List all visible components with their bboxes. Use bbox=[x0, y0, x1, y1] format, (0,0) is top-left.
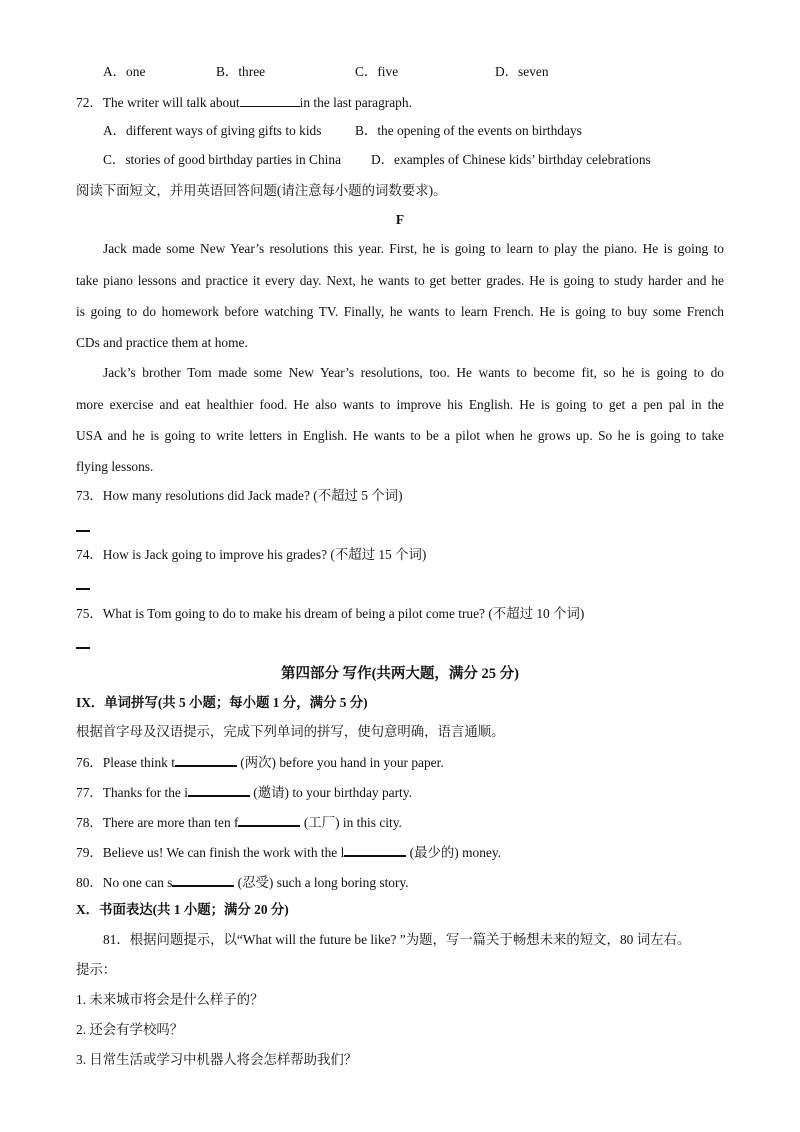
spelling-text-after: (工厂) in this city. bbox=[300, 815, 402, 830]
tip-3: 3. 日常生活或学习中机器人将会怎样帮助我们？ bbox=[76, 1052, 358, 1067]
answer-blank bbox=[175, 752, 237, 767]
spelling-item-79 bbox=[76, 842, 501, 862]
spelling-item-80 bbox=[76, 872, 409, 892]
answer-blank bbox=[172, 872, 234, 887]
tip-2: 2. 还会有学校吗？ bbox=[76, 1022, 184, 1037]
question-81: 81．根据问题提示，以“What will the future be like? ”为题，写一篇关于畅想未来的短文，80 词左右。 bbox=[103, 932, 691, 947]
q72-option-b: B．the opening of the events on birthdays bbox=[355, 123, 582, 138]
section-f-instruction: 阅读下面短文，并用英语回答问题(请注意每小题的词数要求)。 bbox=[76, 183, 447, 198]
passage-p1-line2: take piano lessons and practice it every day. Next, he wants to get better grades. He is going to study harder and he bbox=[76, 273, 724, 288]
q71-option-d: D．seven bbox=[495, 64, 549, 79]
passage-p1-line1: Jack made some New Year’s resolutions this year. First, he is going to learn to play the piano. He is going to bbox=[103, 241, 724, 256]
passage-p2-line1: Jack’s brother Tom made some New Year’s resolutions, too. He wants to become fit, so he is going to do bbox=[103, 365, 724, 380]
passage-p1-line3: is going to do homework before watching TV. Finally, he wants to learn French. He is going to buy some French bbox=[76, 304, 724, 319]
answer-line-74 bbox=[76, 588, 90, 590]
spelling-text-before: 78．There are more than ten f bbox=[76, 815, 239, 830]
answer-blank bbox=[188, 782, 250, 797]
question-73: 73．How many resolutions did Jack made? (不超过 5 个词) bbox=[76, 488, 403, 503]
section-9-title: IX．单词拼写(共 5 小题；每小题 1 分，满分 5 分) bbox=[76, 695, 368, 710]
spelling-text-before: 77．Thanks for the i bbox=[76, 785, 188, 800]
spelling-text-before: 79．Believe us! We can finish the work with the l bbox=[76, 845, 345, 860]
passage-p2-line4: flying lessons. bbox=[76, 459, 154, 474]
spelling-text-before: 76．Please think t bbox=[76, 755, 175, 770]
q72-stem-after: in the last paragraph. bbox=[299, 95, 412, 110]
question-75: 75．What is Tom going to do to make his dream of being a pilot come true? (不超过 10 个词) bbox=[76, 606, 585, 621]
spelling-text-after: (两次) before you hand in your paper. bbox=[236, 755, 444, 770]
answer-line-75 bbox=[76, 647, 90, 649]
answer-line-73 bbox=[76, 530, 90, 532]
tip-1: 1. 未来城市将会是什么样子的？ bbox=[76, 992, 264, 1007]
q72-stem bbox=[76, 93, 412, 112]
q71-option-a: A．one bbox=[103, 64, 146, 79]
spelling-text-after: (最少的) money. bbox=[406, 845, 502, 860]
answer-blank bbox=[238, 812, 300, 827]
question-74: 74．How is Jack going to improve his grades? (不超过 15 个词) bbox=[76, 547, 427, 562]
spelling-item-77 bbox=[76, 782, 412, 802]
q72-option-c: C．stories of good birthday parties in China bbox=[103, 152, 342, 167]
section-f-title: F bbox=[395, 212, 405, 227]
q71-option-b: B．three bbox=[216, 64, 266, 79]
q71-option-c: C．five bbox=[355, 64, 399, 79]
spelling-text-after: (邀请) to your birthday party. bbox=[249, 785, 412, 800]
spelling-text-before: 80．No one can s bbox=[76, 875, 173, 890]
spelling-item-76 bbox=[76, 752, 444, 772]
passage-p2-line3: USA and he is going to write letters in English. He wants to be a pilot when he grows up. So he is going to take bbox=[76, 428, 724, 443]
section-9-instruction: 根据首字母及汉语提示，完成下列单词的拼写，使句意明确，语言通顺。 bbox=[76, 724, 505, 739]
q72-stem-before: 72．The writer will talk about bbox=[76, 95, 240, 110]
q72-option-d: D．examples of Chinese kids’ birthday celebrations bbox=[371, 152, 651, 167]
part4-heading: 第四部分 写作(共两大题，满分 25 分) bbox=[280, 666, 520, 682]
answer-blank bbox=[240, 93, 300, 107]
passage-p1-line4: CDs and practice them at home. bbox=[76, 335, 248, 350]
tips-label: 提示： bbox=[76, 962, 117, 977]
q72-option-a: A．different ways of giving gifts to kids bbox=[103, 123, 322, 138]
spelling-text-after: (忍受) such a long boring story. bbox=[234, 875, 409, 890]
passage-p2-line2: more exercise and eat healthier food. He also wants to improve his English. He is going to get a pen pal in the bbox=[76, 397, 724, 412]
spelling-item-78 bbox=[76, 812, 402, 832]
section-10-title: X．书面表达(共 1 小题；满分 20 分) bbox=[76, 902, 289, 917]
answer-blank bbox=[344, 842, 406, 857]
